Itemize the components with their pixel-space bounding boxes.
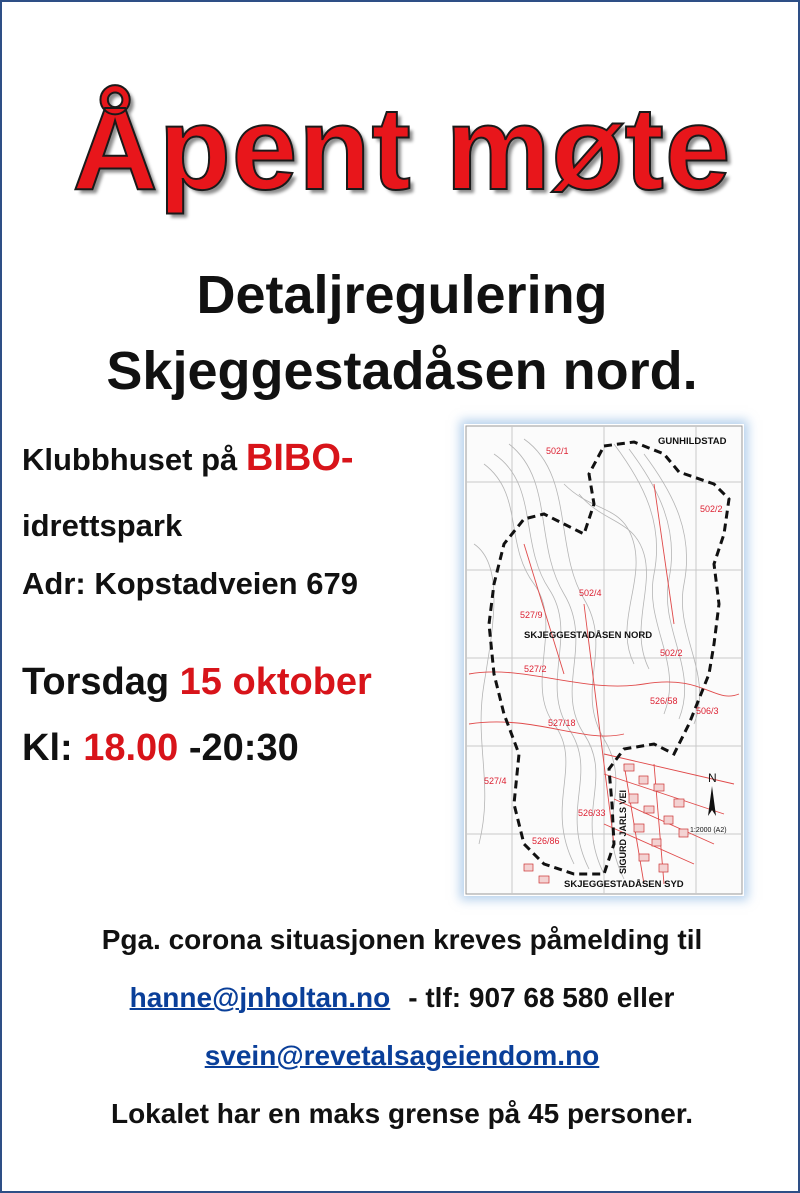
event-date: 15 oktober — [179, 661, 372, 703]
subtitle-line2: Skjeggestadåsen nord. — [106, 341, 698, 401]
registration-notice: Pga. corona situasjonen kreves påmelding til — [101, 924, 703, 955]
parcel-label: 502/4 — [579, 588, 602, 598]
parcel-label: 502/2 — [660, 648, 683, 658]
venue-line2: idrettspark — [22, 508, 183, 543]
phone-text: - tlf: 907 68 580 eller — [408, 982, 675, 1013]
parcel-label: 527/9 — [520, 610, 543, 620]
parcel-label: 527/18 — [548, 718, 576, 728]
time-label: Kl: — [22, 727, 73, 769]
parcel-label: 526/33 — [578, 808, 606, 818]
subtitle-line1: Detaljregulering — [196, 265, 608, 325]
address: Adr: Kopstadveien 679 — [22, 566, 358, 601]
venue-highlight: BIBO- — [245, 437, 354, 479]
time-line — [22, 728, 299, 768]
email-link-1[interactable]: hanne@jnholtan.no — [129, 982, 391, 1013]
parcel-label: 526/58 — [650, 696, 678, 706]
parcel-label: 527/2 — [524, 664, 547, 674]
map-drawing — [464, 424, 744, 896]
parcel-label: 527/4 — [484, 776, 507, 786]
contact-line — [2, 978, 800, 1018]
capacity-notice: Lokalet har en maks grense på 45 personer. — [110, 1098, 694, 1129]
map-road-label: SIGURD JARLS VEI — [618, 789, 628, 874]
site-map — [464, 424, 744, 896]
day-label: Torsdag — [22, 661, 170, 703]
venue-line — [22, 438, 354, 480]
email-link-2[interactable]: svein@revetalsageiendom.no — [204, 1040, 600, 1071]
north-label: N — [708, 771, 717, 785]
map-scale: 1:2000 (A2) — [690, 827, 727, 834]
date-line — [22, 662, 372, 702]
parcel-label: 502/1 — [546, 446, 569, 456]
time-end: -20:30 — [188, 727, 299, 769]
contact-line-2 — [2, 1036, 800, 1076]
page-title: Åpent møte — [72, 83, 732, 215]
map-top-label: GUNHILDSTAD — [658, 436, 727, 447]
time-start: 18.00 — [83, 727, 179, 769]
parcel-label: 502/2 — [700, 504, 723, 514]
venue-prefix: Klubbhuset på — [22, 442, 238, 477]
map-center-label: SKJEGGESTADÅSEN NORD — [524, 630, 653, 641]
parcel-label: 506/3 — [696, 706, 719, 716]
parcel-label: 526/86 — [532, 836, 560, 846]
map-bottom-label: SKJEGGESTADÅSEN SYD — [564, 879, 684, 890]
